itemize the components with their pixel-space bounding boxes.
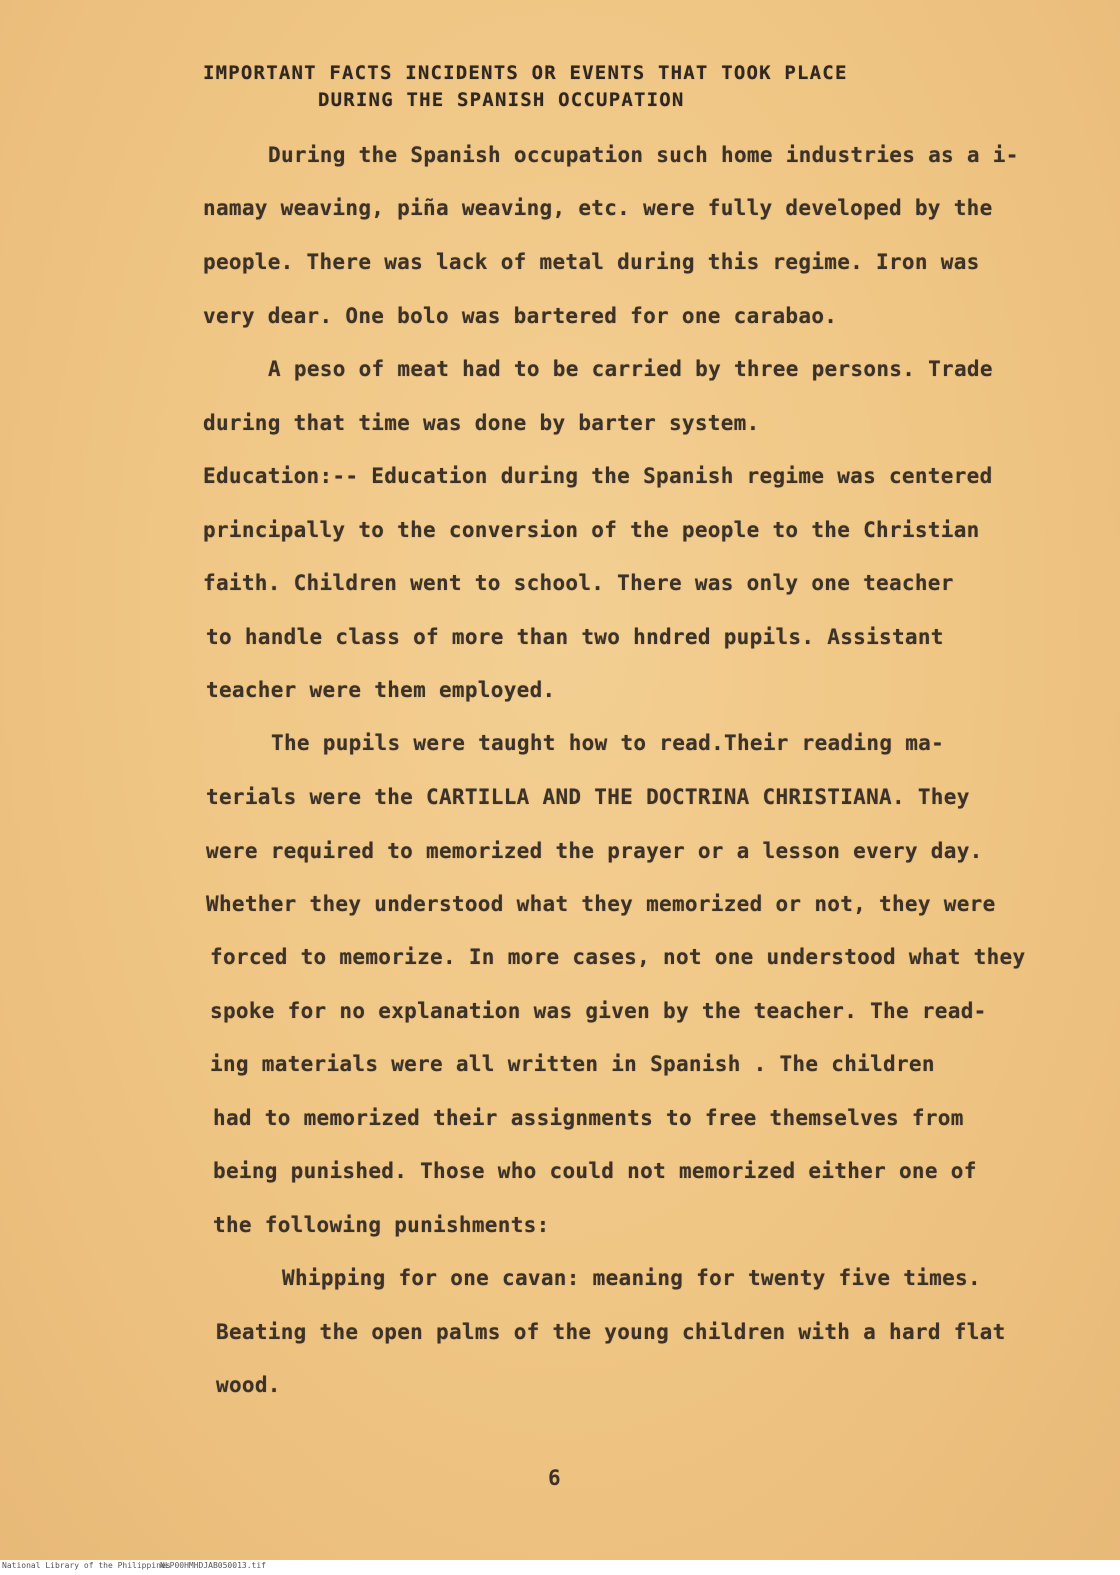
footer-file-name: NLP00HMHDJAB050013.tif: [160, 1561, 266, 1570]
text-line: had to memorized their assignments to free themselves from: [213, 1106, 964, 1130]
text-line: Education:-- Education during the Spanish regime was centered: [203, 464, 993, 488]
text-line: Whether they understood what they memorized or not, they were: [206, 892, 996, 916]
text-line: wood.: [216, 1373, 281, 1397]
text-line: teacher were them employed.: [206, 678, 556, 702]
text-line: faith. Children went to school. There was only one teacher: [203, 571, 954, 595]
text-line: during that time was done by barter system.: [203, 411, 760, 435]
page-number: 6: [548, 1466, 561, 1490]
text-line: A peso of meat had to be carried by three persons. Trade: [268, 357, 993, 381]
text-line: ing materials were all written in Spanish . The children: [210, 1052, 935, 1076]
text-line: During the Spanish occupation such home industries as a i-: [268, 143, 1019, 167]
text-line: forced to memorize. In more cases, not one understood what they: [210, 945, 1026, 969]
text-line: terials were the CARTILLA AND THE DOCTRINA CHRISTIANA. They: [206, 785, 970, 809]
text-line: The pupils were taught how to read.Their reading ma-: [271, 731, 945, 755]
text-line: Whipping for one cavan: meaning for twenty five times.: [282, 1266, 981, 1290]
text-line: spoke for no explanation was given by the teacher. The read-: [210, 999, 987, 1023]
text-line: to handle class of more than two hndred pupils. Assistant: [206, 625, 944, 649]
text-line: namay weaving, piña weaving, etc. were fully developed by the: [203, 196, 993, 220]
document-title-line-1: IMPORTANT FACTS INCIDENTS OR EVENTS THAT TOOK PLACE: [203, 62, 848, 84]
text-line: people. There was lack of metal during this regime. Iron was: [203, 250, 980, 274]
text-line: the following punishments:: [213, 1213, 550, 1237]
scan-footer: [0, 1560, 1120, 1575]
text-line: principally to the conversion of the people to the Christian: [203, 518, 980, 542]
document-title-line-2: DURING THE SPANISH OCCUPATION: [318, 89, 685, 111]
text-line: very dear. One bolo was bartered for one carabao.: [203, 304, 838, 328]
text-line: being punished. Those who could not memorized either one of: [213, 1159, 977, 1183]
text-line: were required to memorized the prayer or a lesson every day.: [206, 839, 983, 863]
footer-library-label: National Library of the Philippines: [2, 1561, 171, 1570]
text-line: Beating the open palms of the young children with a hard flat: [216, 1320, 1006, 1344]
